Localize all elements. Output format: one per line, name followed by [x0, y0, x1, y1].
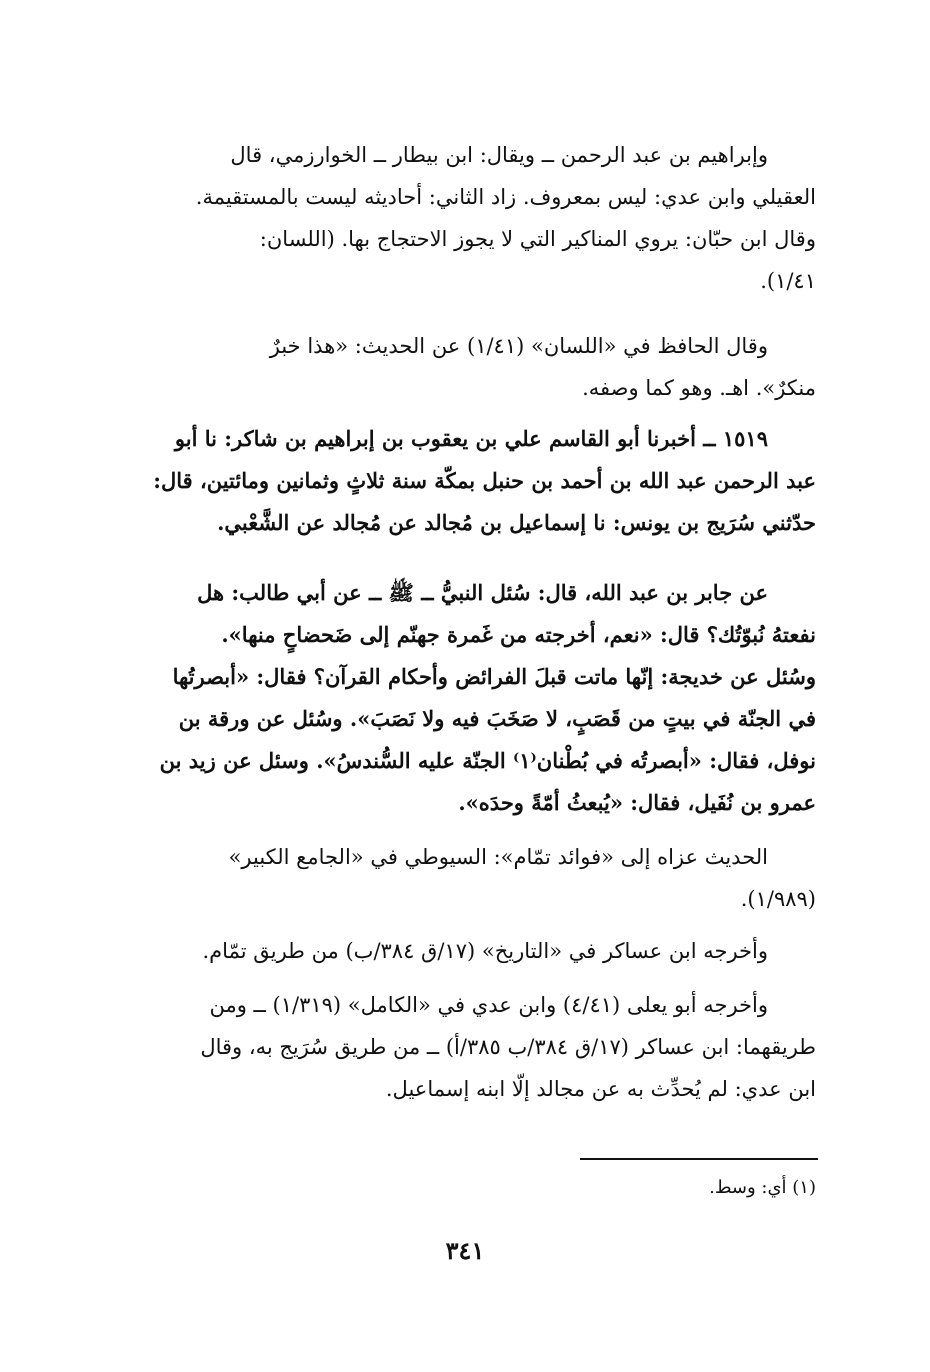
text-line: نفعتهُ نُبوّتُك؟ قال: «نعم، أخرجته من غَمرة جهنّم إلى ضَحضاحٍ منها». — [221, 622, 816, 647]
text-line: عن جابر بن عبد الله، قال: سُئل النبيُّ ــ ﷺ ــ عن أبي طالب: هل — [197, 580, 768, 605]
text-line: وأخرجه ابن عساكر في «التاريخ» (١٧/ق ٣٨٤/ب) من طريق تمّام. — [202, 939, 768, 963]
footnote-divider — [580, 1158, 818, 1160]
footnote: (١) أي: وسط. — [709, 1177, 816, 1198]
text-line: نوفل، فقال: «أبصرتُه في بُطْنان⁽١⁾ الجنّة عليه السُّندسُ». وسئل عن زيد بن — [159, 748, 816, 773]
text-line: وأخرجه أبو يعلى (٤/٤١) وابن عدي في «الكامل» (١/٣١٩) ــ ومن — [209, 993, 768, 1017]
paragraph-narrator-ibrahim — [128, 134, 816, 302]
hadith-isnad-1519 — [128, 418, 816, 544]
text-line: ١/٤١). — [760, 269, 816, 293]
text-line: طريقهما: ابن عساكر (١٧/ق ٣٨٤/ب ٣٨٥/أ) ــ من طريق سُرَيج به، وقال — [200, 1035, 816, 1059]
hadith-matn — [128, 572, 816, 824]
text-line: في الجنّة في بيتٍ من قَصَبٍ، لا صَخَبَ فيه ولا نَصَبَ». وسُئل عن ورقة بن — [178, 706, 816, 731]
text-line: حدّثني سُرَيج بن يونس: نا إسماعيل بن مُجالد عن مُجالد عن الشَّعْبي. — [217, 510, 816, 535]
text-line: وقال الحافظ في «اللسان» (١/٤١) عن الحديث: «هذا خبرٌ — [269, 334, 768, 358]
text-line: وسُئل عن خديجة: إنّها ماتت قبلَ الفرائض وأحكام القرآن؟ فقال: «أبصرتُها — [172, 664, 816, 689]
text-line: ابن عدي: لم يُحدِّث به عن مجالد إلّا ابنه إسماعيل. — [385, 1077, 816, 1101]
text-line: منكرٌ». اهـ. وهو كما وصفه. — [582, 376, 816, 400]
text-line: عمرو بن نُفَيل، فقال: «يُبعثُ أمّةً وحدَه». — [458, 790, 816, 815]
text-line: الحديث عزاه إلى «فوائد تمّام»: السيوطي في «الجامع الكبير» — [228, 845, 768, 869]
paragraph-attribution — [128, 836, 816, 920]
text-line: عبد الرحمن عبد الله بن أحمد بن حنبل بمكّة سنة ثلاثٍ وثمانين ومائتين، قال: — [153, 468, 816, 493]
text-line: وإبراهيم بن عبد الرحمن ــ ويقال: ابن بيطار ــ الخوارزمي، قال — [230, 143, 768, 167]
text-line: وقال ابن حبّان: يروي المناكير التي لا يجوز الاحتجاج بها. (اللسان: — [259, 227, 816, 251]
paragraph-abu-yala — [128, 984, 816, 1110]
text-line: (١/٩٨٩). — [740, 887, 816, 911]
paragraph-hafiz-lisan — [128, 325, 816, 409]
page-number: ٣٤١ — [445, 1236, 485, 1265]
paragraph-ibn-asakir — [128, 930, 816, 972]
text-line: العقيلي وابن عدي: ليس بمعروف. زاد الثاني: أحاديثه ليست بالمستقيمة. — [195, 185, 816, 209]
text-line: ١٥١٩ ــ أخبرنا أبو القاسم علي بن يعقوب بن إبراهيم بن شاكر: نا أبو — [174, 426, 768, 451]
